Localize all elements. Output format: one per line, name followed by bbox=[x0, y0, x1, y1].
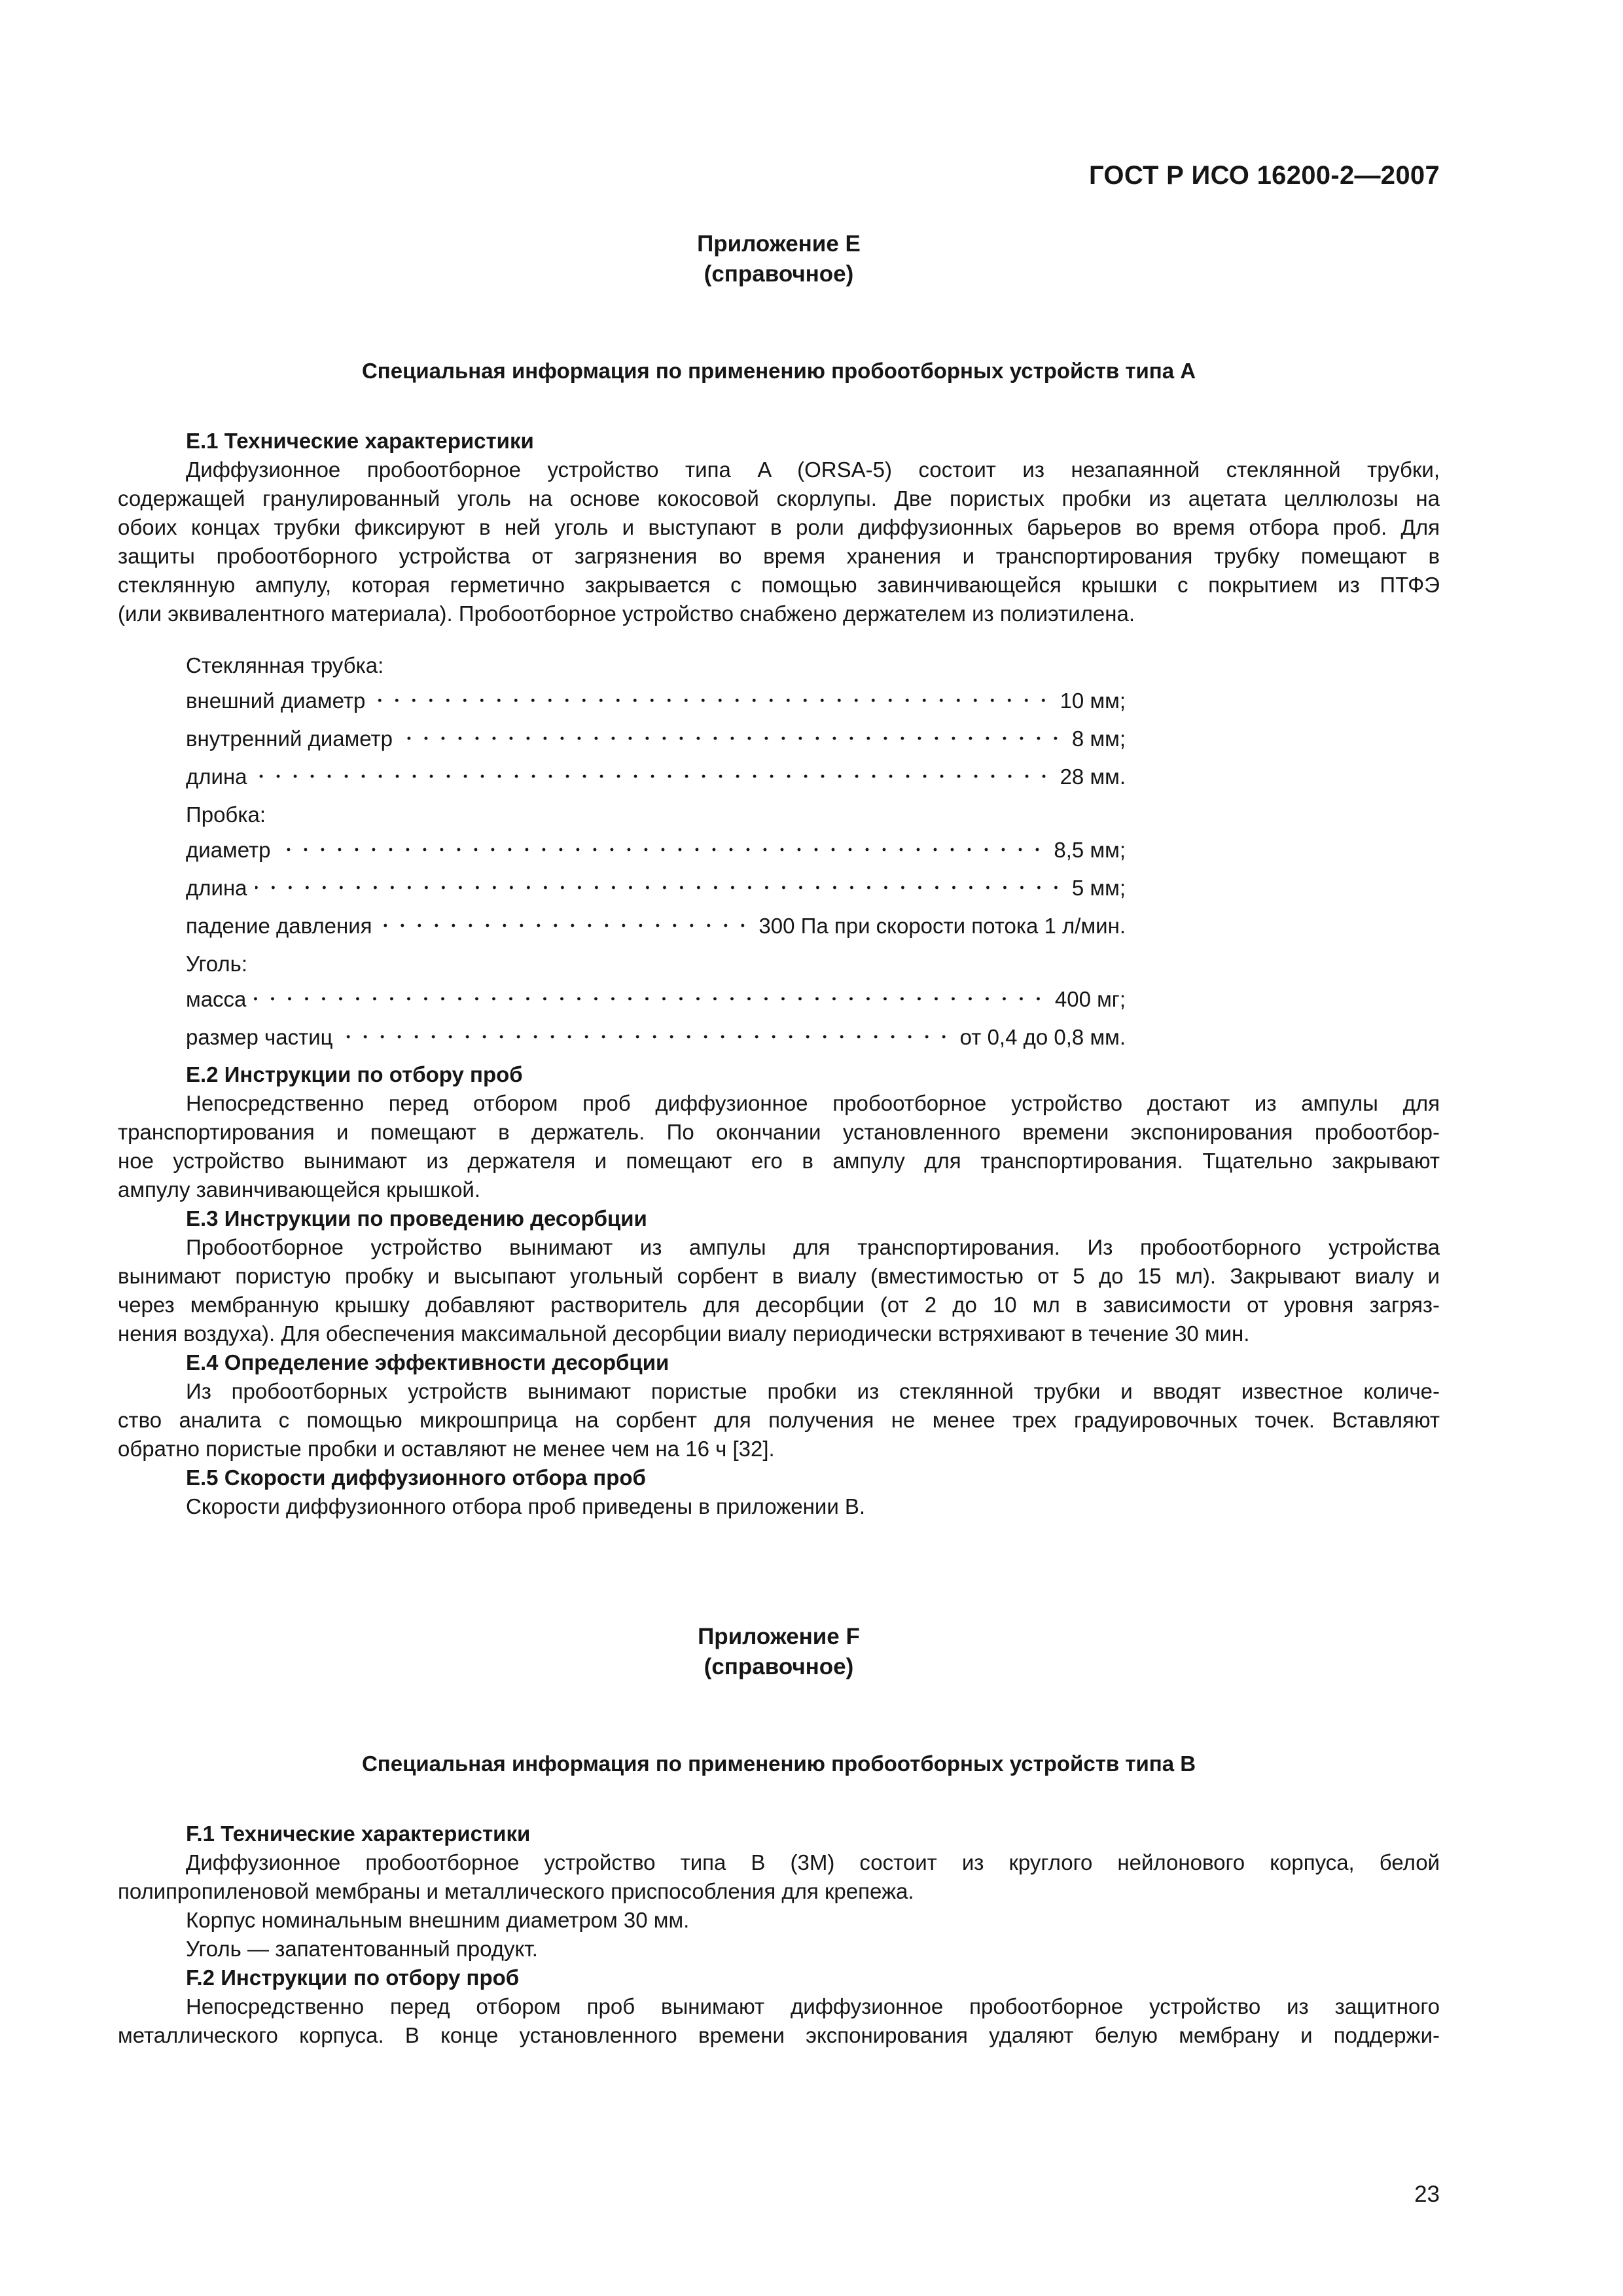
spec-value: 10 мм; bbox=[1060, 689, 1126, 713]
spec-value: 400 мг; bbox=[1054, 987, 1126, 1011]
spec-row bbox=[186, 764, 1126, 802]
paragraph-line: транспортирования и помещают в держатель. По окончании установленного времени экспонирования пробоотбор- bbox=[118, 1120, 1440, 1144]
document-page bbox=[118, 0, 1440, 2296]
paragraph-line: Диффузионное пробоотборное устройство типа B (3M) состоит из круглого нейлонового корпуса, белой bbox=[186, 1850, 1440, 1874]
spec-row bbox=[186, 987, 1126, 1025]
paragraph-line: содержащей гранулированный уголь на основе кокосовой скорлупы. Две пористых пробки из ацетата целлюлозы на bbox=[118, 486, 1440, 511]
spec-list bbox=[186, 653, 1126, 1063]
annex-f-title: Специальная информация по применению пробоотборных устройств типа B bbox=[361, 1751, 1196, 1776]
spec-name: масса bbox=[186, 987, 247, 1011]
spec-name: длина bbox=[186, 764, 247, 789]
dot-leader bbox=[373, 692, 1052, 708]
section-e5 bbox=[118, 1463, 1440, 1521]
paragraph-line: (или эквивалентного материала). Пробоотборное устройство снабжено держателем из полиэтилена. bbox=[118, 601, 1135, 626]
section-e2 bbox=[118, 1060, 1440, 1204]
spec-group-heading: Пробка: bbox=[186, 802, 266, 827]
spec-group-heading: Стеклянная трубка: bbox=[186, 653, 384, 677]
spec-name: диаметр bbox=[186, 838, 271, 862]
paragraph-line: обоих концах трубки фиксируют в ней уголь и выступают в роли диффузионных барьеров во время отбора проб. Для bbox=[118, 515, 1440, 539]
dot-leader bbox=[380, 918, 751, 933]
paragraph-line: Диффузионное пробоотборное устройство типа A (ORSA-5) состоит из незапаянной стеклянной трубки, bbox=[186, 457, 1440, 482]
section-e2-heading: Е.2 Инструкции по отбору проб bbox=[186, 1062, 523, 1086]
paragraph-line: Скорости диффузионного отбора проб приведены в приложении B. bbox=[186, 1494, 866, 1518]
annex-f-subheading: (справочное) bbox=[704, 1654, 854, 1679]
dot-leader bbox=[341, 1029, 952, 1045]
annex-e-subheading: (справочное) bbox=[704, 261, 854, 287]
paragraph-line: Уголь — запатентованный продукт. bbox=[186, 1937, 538, 1961]
spec-row bbox=[186, 838, 1126, 876]
spec-name: внешний диаметр bbox=[186, 689, 366, 713]
spec-name: длина bbox=[186, 876, 247, 900]
section-f1 bbox=[118, 1820, 1440, 1964]
spec-name: размер частиц bbox=[186, 1025, 333, 1049]
page-number: 23 bbox=[1414, 2181, 1440, 2207]
paragraph-line: ство аналита с помощью микрошприца на сорбент для получения не менее трех градуировочных точек. Вставляют bbox=[118, 1408, 1440, 1432]
spec-value: 300 Па при скорости потока 1 л/мин. bbox=[758, 914, 1126, 938]
paragraph-line: через мембранную крышку добавляют растворитель для десорбции (от 2 до 10 мл в зависимости от уровня загряз- bbox=[118, 1293, 1440, 1317]
dot-leader bbox=[255, 768, 1052, 784]
dot-leader bbox=[401, 730, 1064, 746]
spec-value: от 0,4 до 0,8 мм. bbox=[959, 1025, 1126, 1049]
paragraph-line: ампулу завинчивающейся крышкой. bbox=[118, 1177, 481, 1202]
section-f2 bbox=[118, 1964, 1440, 2050]
section-e3-heading: Е.3 Инструкции по проведению десорбции bbox=[186, 1206, 647, 1230]
section-e1 bbox=[118, 427, 1440, 628]
spec-row bbox=[186, 914, 1126, 952]
paragraph-line: Непосредственно перед отбором проб вынимают диффузионное пробоотборное устройство из защитного bbox=[186, 1994, 1440, 2018]
section-e3 bbox=[118, 1204, 1440, 1348]
spec-row bbox=[186, 1025, 1126, 1063]
annex-e-heading-block bbox=[118, 229, 1440, 289]
section-e4 bbox=[118, 1348, 1440, 1463]
dot-leader bbox=[254, 991, 1046, 1007]
spec-group-heading: Уголь: bbox=[186, 952, 248, 976]
spec-row bbox=[186, 876, 1126, 914]
section-e5-heading: Е.5 Скорости диффузионного отбора проб bbox=[186, 1465, 646, 1490]
annex-e-heading: Приложение E bbox=[697, 231, 861, 257]
paragraph-line: защиты пробоотборного устройства от загрязнения во время хранения и транспортирования трубку помещают в bbox=[118, 544, 1440, 568]
spec-name: падение давления bbox=[186, 914, 372, 938]
spec-row bbox=[186, 726, 1126, 764]
section-f2-heading: F.2 Инструкции по отбору проб bbox=[186, 1965, 520, 1990]
spec-value: 5 мм; bbox=[1071, 876, 1126, 900]
paragraph-line: полипропиленовой мембраны и металлического приспособления для крепежа. bbox=[118, 1879, 914, 1903]
section-e1-heading: Е.1 Технические характеристики bbox=[186, 429, 534, 453]
spec-value: 28 мм. bbox=[1060, 764, 1126, 789]
paragraph-line: металлического корпуса. В конце установленного времени экспонирования удаляют белую мембрану и поддержи- bbox=[118, 2023, 1440, 2047]
paragraph-line: нения воздуха). Для обеспечения максимальной десорбции виалу периодически встряхивают в течение 30 мин. bbox=[118, 1321, 1250, 1346]
paragraph-line: Пробоотборное устройство вынимают из ампулы для транспортирования. Из пробоотборного устройства bbox=[186, 1235, 1440, 1259]
paragraph-line: вынимают пористую пробку и высыпают угольный сорбент в виалу (вместимостью от 5 до 15 мл). Закрывают виалу и bbox=[118, 1264, 1440, 1288]
section-e4-heading: Е.4 Определение эффективности десорбции bbox=[186, 1350, 669, 1374]
paragraph-line: стеклянную ампулу, которая герметично закрывается с помощью завинчивающейся крышки с покрытием из ПТФЭ bbox=[118, 573, 1440, 597]
dot-leader bbox=[278, 842, 1046, 857]
annex-f-heading: Приложение F bbox=[698, 1624, 860, 1649]
spec-name: внутренний диаметр bbox=[186, 726, 393, 751]
document-code: ГОСТ Р ИСО 16200-2—2007 bbox=[1088, 161, 1440, 190]
annex-e-title: Специальная информация по применению пробоотборных устройств типа А bbox=[361, 359, 1196, 383]
spec-value: 8 мм; bbox=[1071, 726, 1126, 751]
paragraph-line: ное устройство вынимают из держателя и помещают его в ампулу для транспортирования. Тщательно закрывают bbox=[118, 1149, 1440, 1173]
section-f1-heading: F.1 Технические характеристики bbox=[186, 1821, 531, 1846]
paragraph-line: Из пробоотборных устройств вынимают пористые пробки из стеклянной трубки и вводят известное количе- bbox=[186, 1379, 1440, 1403]
spec-row bbox=[186, 689, 1126, 726]
annex-f-heading-block bbox=[118, 1622, 1440, 1682]
dot-leader bbox=[255, 880, 1064, 895]
spec-value: 8,5 мм; bbox=[1054, 838, 1126, 862]
paragraph-line: обратно пористые пробки и оставляют не менее чем на 16 ч [32]. bbox=[118, 1437, 775, 1461]
section-e1-paragraph bbox=[118, 456, 1440, 628]
paragraph-line: Непосредственно перед отбором проб диффузионное пробоотборное устройство достают из ампулы для bbox=[186, 1091, 1440, 1115]
paragraph-line: Корпус номинальным внешним диаметром 30 мм. bbox=[186, 1908, 690, 1932]
